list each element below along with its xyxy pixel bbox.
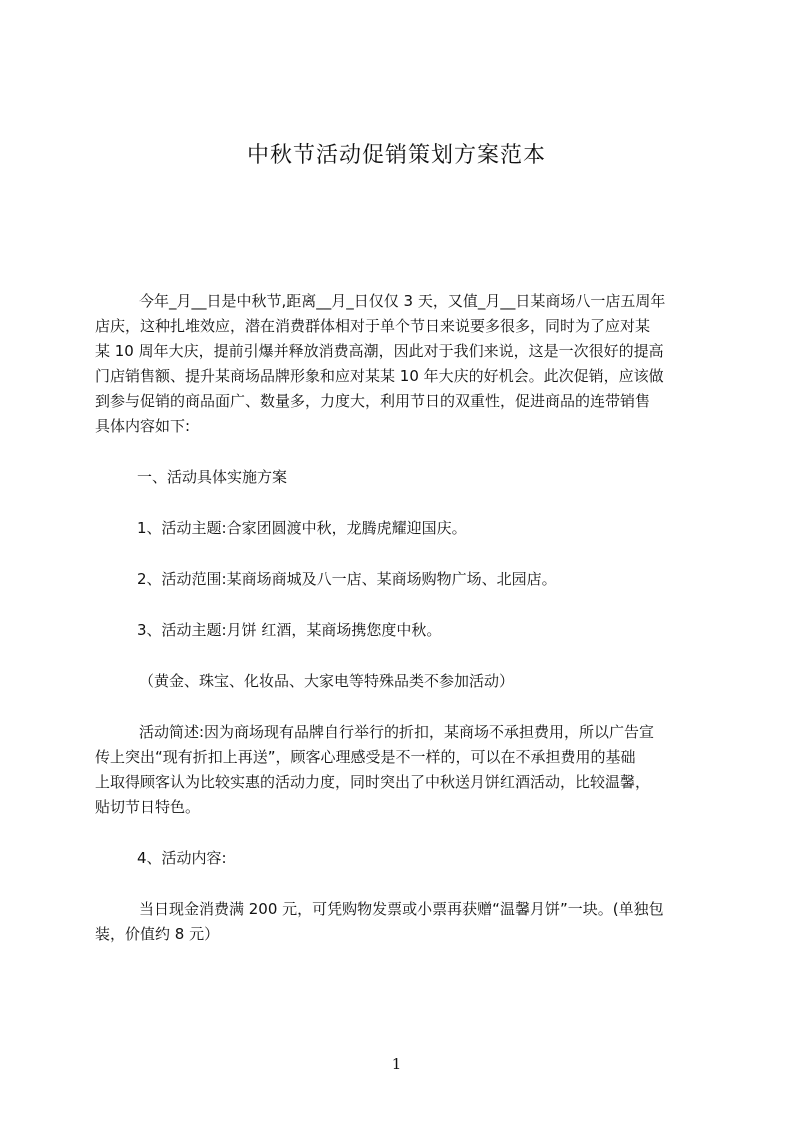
content-line: 装，价值约 8 元）: [95, 925, 220, 943]
summary-line: 活动简述:因为商场现有品牌自行举行的折扣，某商场不承担费用，所以广告宣: [139, 723, 655, 741]
intro-line: 今年_月__日是中秋节,距离__月_日仅仅 3 天，又值_月__日某商场八一店五周年: [139, 292, 666, 310]
document-title: 中秋节活动促销策划方案范本: [246, 143, 546, 168]
intro-line: 到参与促销的商品面广、数量多，力度大，利用节日的双重性，促进商品的连带销售: [95, 392, 651, 410]
list-item: 3、活动主题:月饼 红酒，某商场携您度中秋。: [137, 621, 442, 639]
intro-line: 店庆，这种扎堆效应，潜在消费群体相对于单个节日来说要多很多，同时为了应对某: [95, 317, 651, 335]
summary-line: 传上突出“现有折扣上再送”，顾客心理感受是不一样的，可以在不承担费用的基础: [95, 748, 636, 766]
list-item: 4、活动内容:: [137, 849, 227, 867]
content-line: 当日现金消费满 200 元，可凭购物发票或小票再获赠“温馨月饼”一块。(单独包: [139, 900, 664, 918]
summary-line: 上取得顾客认为比较实惠的活动力度，同时突出了中秋送月饼红酒活动，比较温馨，: [95, 773, 651, 791]
summary-line: 贴切节日特色。: [95, 798, 201, 816]
intro-line: 门店销售额、提升某商场品牌形象和应对某某 10 年大庆的好机会。此次促销，应该做: [95, 367, 664, 385]
intro-line: 某 10 周年大庆，提前引爆并释放消费高潮，因此对于我们来说，这是一次很好的提高: [95, 342, 664, 360]
exclusion-note: （黄金、珠宝、化妆品、大家电等特殊品类不参加活动）: [139, 672, 515, 690]
intro-line: 具体内容如下:: [95, 417, 191, 435]
list-item: 2、活动范围:某商场商城及八一店、某商场购物广场、北园店。: [137, 570, 557, 588]
list-item: 1、活动主题:合家团圆渡中秋，龙腾虎耀迎国庆。: [137, 519, 467, 537]
section-heading: 一、活动具体实施方案: [137, 468, 288, 486]
document-body: [95, 289, 703, 947]
page-number: 1: [391, 1055, 402, 1073]
